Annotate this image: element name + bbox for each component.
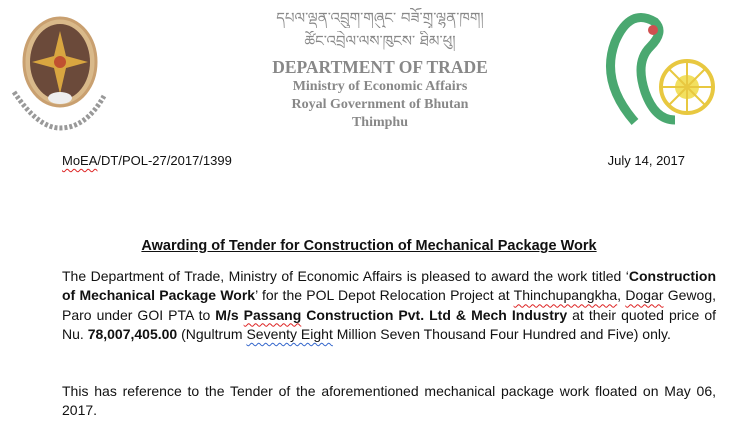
award-paragraph: The Department of Trade, Ministry of Economic Affairs is pleased to award the work titled ‘Construction of Mechanical Package Work’ for the POL Depot Relocation Project at Thinchupangkha, Dogar Gewog, Paro under GOI PTA to M/s Passang Construction Pvt. Ltd & Mech Industry at their quoted price of Nu. 78,007,405.00 (Ngultrum Seventy Eight Million Seven Thousand Four Hundred and Five) only. [62,268,717,342]
reference-rest: /DT/POL-27/2017/1399 [97,153,232,168]
dzongkha-header-line-2: ཚོང་འབྲེལ་ལས་ཁུངས་ ཐིམ་ཕུ། [304,32,456,50]
reference-paragraph: This has reference to the Tender of the aforementioned mechanical package work floated on May 06, 2017. [62,383,716,419]
dragon-wheel-logo [595,2,725,127]
notice-title: Awarding of Tender for Construction of Mechanical Package Work [141,238,597,254]
ministry-name: Ministry of Economic Affairs [292,79,468,94]
dzongkha-header-line-1: དཔལ་ལྡན་འབྲུག་གཞུང་ བཟོ་གྲྭ་ལྷན་ཁག། [276,9,484,27]
reference-prefix: MoEA [62,153,98,168]
bhutan-emblem-logo [8,6,108,134]
government-name: Royal Government of Bhutan [291,97,469,112]
letter-date: July 14, 2017 [607,153,685,168]
department-name: DEPARTMENT OF TRADE [272,57,488,77]
reference-number [62,153,232,168]
city-name: Thimphu [351,115,409,130]
